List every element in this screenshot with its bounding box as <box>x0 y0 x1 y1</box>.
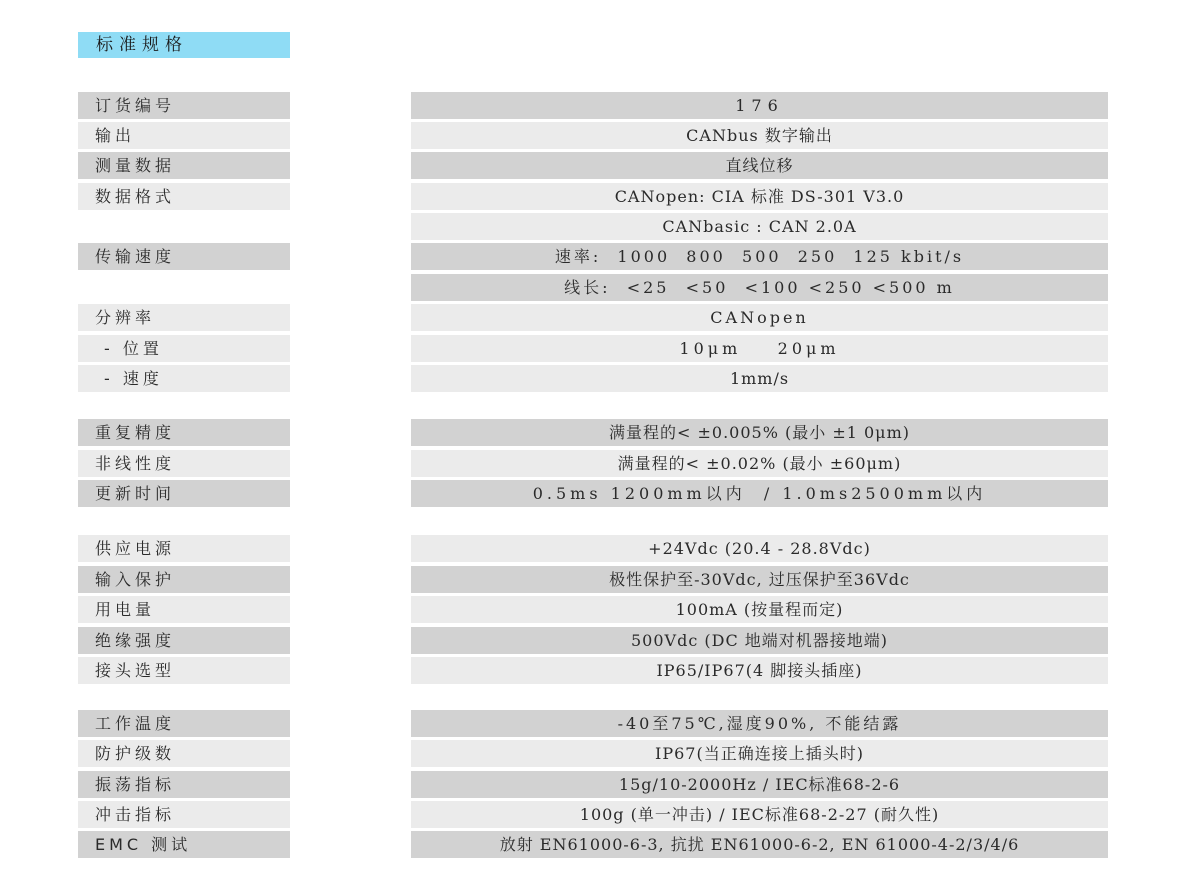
table-row <box>0 213 1200 240</box>
row-label: 传输速度 <box>78 243 290 270</box>
row-value: 极性保护至-30Vdc, 过压保护至36Vdc <box>411 566 1108 593</box>
table-row <box>0 657 1200 684</box>
row-value: CANbasic : CAN 2.0A <box>411 213 1108 240</box>
row-label: 防护级数 <box>78 740 290 767</box>
row-value: -40至75℃,湿度90%, 不能结露 <box>411 710 1108 737</box>
row-label: 更新时间 <box>78 480 290 507</box>
row-value: 满量程的< ±0.005% (最小 ±1 0μm) <box>411 419 1108 446</box>
row-label: - 速度 <box>78 365 290 392</box>
table-row <box>0 566 1200 593</box>
table-row <box>0 771 1200 798</box>
table-row <box>0 183 1200 210</box>
row-value: 满量程的< ±0.02% (最小 ±60μm) <box>411 450 1108 477</box>
row-label: 分辨率 <box>78 304 290 331</box>
row-label: 冲击指标 <box>78 801 290 828</box>
table-row <box>0 335 1200 362</box>
table-row <box>0 480 1200 507</box>
row-value: IP67(当正确连接上插头时) <box>411 740 1108 767</box>
table-row <box>0 740 1200 767</box>
row-value: 10μm 20μm <box>411 335 1108 362</box>
row-value: CANopen <box>411 304 1108 331</box>
row-label: 绝缘强度 <box>78 627 290 654</box>
table-row <box>0 419 1200 446</box>
table-row <box>0 710 1200 737</box>
row-label: 工作温度 <box>78 710 290 737</box>
row-label: 输出 <box>78 122 290 149</box>
row-label: 供应电源 <box>78 535 290 562</box>
row-value: 1mm/s <box>411 365 1108 392</box>
section-title: 标准规格 <box>78 32 290 58</box>
row-value: 放射 EN61000-6-3, 抗扰 EN61000-6-2, EN 61000-4-2/3/4/6 <box>411 831 1108 858</box>
table-row <box>0 274 1200 301</box>
table-row <box>0 450 1200 477</box>
row-value: IP65/IP67(4 脚接头插座) <box>411 657 1108 684</box>
table-row <box>0 535 1200 562</box>
row-value: 100mA (按量程而定) <box>411 596 1108 623</box>
row-label: 重复精度 <box>78 419 290 446</box>
table-row <box>0 122 1200 149</box>
row-value: CANbus 数字输出 <box>411 122 1108 149</box>
row-value: 线长: <25 <50 <100 <250 <500 m <box>411 274 1108 301</box>
table-row <box>0 304 1200 331</box>
row-value: 500Vdc (DC 地端对机器接地端) <box>411 627 1108 654</box>
row-value: 176 <box>411 92 1108 119</box>
table-row <box>0 627 1200 654</box>
table-row <box>0 831 1200 858</box>
row-label: 测量数据 <box>78 152 290 179</box>
table-row <box>0 365 1200 392</box>
row-value: 直线位移 <box>411 152 1108 179</box>
row-label: - 位置 <box>78 335 290 362</box>
row-label: 接头选型 <box>78 657 290 684</box>
row-value: +24Vdc (20.4 - 28.8Vdc) <box>411 535 1108 562</box>
row-label: 非线性度 <box>78 450 290 477</box>
row-label: 振荡指标 <box>78 771 290 798</box>
table-row <box>0 596 1200 623</box>
row-value: 速率: 1000 800 500 250 125 kbit/s <box>411 243 1108 270</box>
row-value: CANopen: CIA 标准 DS-301 V3.0 <box>411 183 1108 210</box>
row-label: 输入保护 <box>78 566 290 593</box>
table-row <box>0 801 1200 828</box>
row-label: 数据格式 <box>78 183 290 210</box>
row-value: 15g/10-2000Hz / IEC标准68-2-6 <box>411 771 1108 798</box>
row-label: 用电量 <box>78 596 290 623</box>
row-label: 订货编号 <box>78 92 290 119</box>
row-value: 100g (单一冲击) / IEC标准68-2-27 (耐久性) <box>411 801 1108 828</box>
row-label: EMC 测试 <box>78 831 290 858</box>
table-row <box>0 152 1200 179</box>
row-value: 0.5ms 1200mm以内 / 1.0ms2500mm以内 <box>411 480 1108 507</box>
table-row <box>0 92 1200 119</box>
table-row <box>0 243 1200 270</box>
